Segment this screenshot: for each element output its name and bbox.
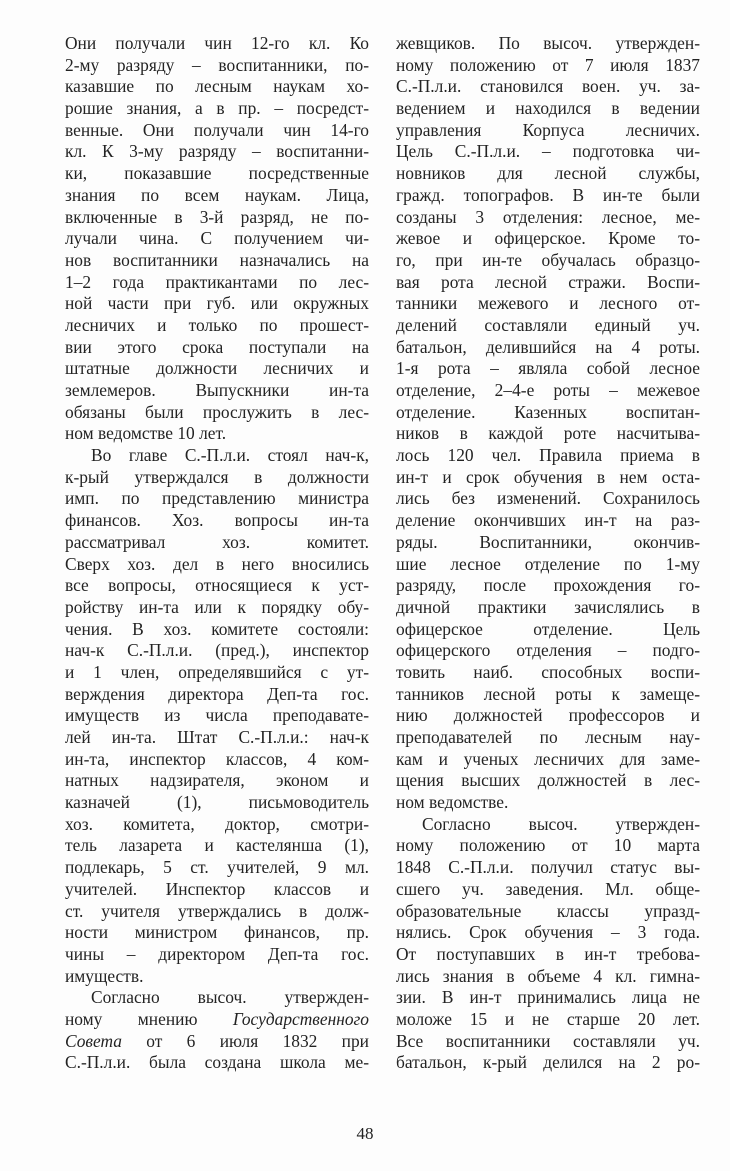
text-line: управления Корпуса лесничих. xyxy=(396,119,700,140)
text-line: рошие знания, а в пр. – посредст- xyxy=(65,98,369,119)
text-line: нов воспитанники назначались на xyxy=(65,249,369,270)
text-line: офицерское отделение. Цель xyxy=(396,618,700,639)
text-line: ки, показавшие посредственные xyxy=(65,163,369,184)
text-line: кл. К 3-му разряду – воспитанни- xyxy=(65,141,369,162)
text-line: Во главе С.-П.л.и. стоял нач-к, xyxy=(91,445,369,466)
text-line: лучали чина. С получением чи- xyxy=(65,228,369,249)
text-line: Согласно высоч. утвержден- xyxy=(422,813,700,834)
text-line: От поступавших в ин-т требова- xyxy=(396,943,700,964)
text-line: моложе 15 и не старше 20 лет. xyxy=(396,1008,700,1029)
text-line: новников для лесной службы, xyxy=(396,163,700,184)
text-line: Они получали чин 12-го кл. Ко xyxy=(65,33,369,53)
text-line: отделение, 2–4-е роты – межевое xyxy=(396,380,700,400)
text-line: ности министром финансов, пр. xyxy=(65,922,369,943)
text-line: имп. по представлению министра xyxy=(65,488,369,509)
text-line: кам и ученых лесничих для заме- xyxy=(396,748,700,769)
text-line: лесничих и только по прошест- xyxy=(65,314,369,335)
text-line: Сверх хоз. дел в него вносились xyxy=(65,553,369,574)
text-line: ной части при губ. или окружных xyxy=(65,293,369,314)
text-segment: ному мнению xyxy=(65,1008,233,1029)
text-line: ряды. Воспитанники, окончив- xyxy=(396,531,700,552)
text-line: гражд. топографов. В ин-те были xyxy=(396,184,700,205)
text-line: жевщиков. По высоч. утвержден- xyxy=(396,33,700,53)
text-line: к-рый утверждался в должности xyxy=(65,466,369,487)
text-line: обязаны были прослужить в лес- xyxy=(65,401,369,422)
text-line: включенные в 3-й разряд, не по- xyxy=(65,206,369,227)
text-line xyxy=(65,1031,369,1053)
text-line: казначей (1), письмоводитель xyxy=(65,792,369,813)
text-line: имуществ из числа преподавате- xyxy=(65,705,369,726)
text-line: венные. Они получали чин 14-го xyxy=(65,119,369,140)
text-line: вии этого срока поступали на xyxy=(65,336,369,357)
text-line: ведением и находился в ведении xyxy=(396,98,700,119)
text-line: танники межевого и лесного от- xyxy=(396,293,700,314)
text-line: С.-П.л.и. становился воен. уч. за- xyxy=(396,76,700,97)
text-line: 1–2 года практикантами по лес- xyxy=(65,271,369,292)
text-line: разряду, после прохождения го- xyxy=(396,575,700,596)
text-line: 1-я рота – являла собой лесное xyxy=(396,358,700,379)
text-line: вая рота лесной стражи. Воспи- xyxy=(396,271,700,292)
text-line: верждения директора Деп-та гос. xyxy=(65,683,369,704)
text-line: лись без изменений. Сохранилось xyxy=(396,488,700,509)
text-column-right xyxy=(396,33,700,1074)
text-line: и 1 член, определявшийся с ут- xyxy=(65,661,369,682)
text-line: чения. В хоз. комитете состояли: xyxy=(65,618,369,639)
text-line: образовательные классы упразд- xyxy=(396,900,700,921)
text-line: землемеров. Выпускники ин-та xyxy=(65,380,369,400)
text-line: лись знания в объеме 4 кл. гимна- xyxy=(396,965,700,986)
text-line: дичной практики зачислялись в xyxy=(396,596,700,617)
text-line: лось 120 чел. Правила приема в xyxy=(396,445,700,466)
italic-text: Совета xyxy=(65,1030,122,1051)
text-line: батальон, делившийся на 4 роты. xyxy=(396,336,700,357)
text-line: ников в каждой роте насчитыва- xyxy=(396,423,700,444)
text-line: отделение. Казенных воспитан- xyxy=(396,401,700,422)
text-line: С.-П.л.и. была создана школа ме- xyxy=(65,1052,369,1073)
text-line: нач-к С.-П.л.и. (пред.), инспектор xyxy=(65,640,369,661)
text-line: все вопросы, относящиеся к уст- xyxy=(65,575,369,596)
text-line: Согласно высоч. утвержден- xyxy=(91,987,369,1008)
text-segment: от 6 июля 1832 при xyxy=(121,1030,369,1051)
text-line: подлекарь, 5 ст. учителей, 9 мл. xyxy=(65,857,369,878)
text-line: лей ин-та. Штат С.-П.л.и.: нач-к xyxy=(65,727,369,747)
page-number: 48 xyxy=(356,1124,374,1143)
text-line: 1848 С.-П.л.и. получил статус вы- xyxy=(396,857,700,878)
text-line: ин-т и срок обучения в нем оста- xyxy=(396,466,700,487)
text-line: щения высших должностей в лес- xyxy=(396,770,700,791)
text-line: офицерского отделения – подго- xyxy=(396,640,700,661)
text-line: имуществ. xyxy=(65,965,144,986)
text-line: ному положению от 10 марта xyxy=(396,835,700,856)
text-line: созданы 3 отделения: лесное, ме- xyxy=(396,206,700,227)
text-line: натных надзирателя, эконом и xyxy=(65,770,369,791)
text-line: ном ведомстве 10 лет. xyxy=(65,423,227,444)
text-line: Цель С.-П.л.и. – подготовка чи- xyxy=(396,141,700,162)
text-line: танников лесной роты к замеще- xyxy=(396,683,700,704)
text-line: чины – директором Деп-та гос. xyxy=(65,943,369,964)
text-line: ном ведомстве. xyxy=(396,792,509,813)
text-line: финансов. Хоз. вопросы ин-та xyxy=(65,510,369,531)
italic-text: Государственного xyxy=(232,1008,369,1029)
text-line: ройству ин-та или к порядку обу- xyxy=(65,596,369,617)
text-line: товить наиб. способных воспи- xyxy=(396,661,700,682)
text-line: преподавателей по лесным нау- xyxy=(396,727,700,747)
text-line: батальон, к-рый делился на 2 ро- xyxy=(396,1052,700,1073)
text-line: 2-му разряду – воспитанники, по- xyxy=(65,54,369,75)
text-line: деление окончивших ин-т на раз- xyxy=(396,510,700,531)
text-line: ин-та, инспектор классов, 4 ком- xyxy=(65,748,369,769)
text-line: Все воспитанники составляли уч. xyxy=(396,1030,700,1051)
text-line: нию должностей профессоров и xyxy=(396,705,700,726)
text-line: го, при ин-те обучалась образцо- xyxy=(396,249,700,270)
text-line: штатные должности лесничих и xyxy=(65,358,369,379)
text-line: учителей. Инспектор классов и xyxy=(65,878,369,899)
text-line: ст. учителя утверждались в долж- xyxy=(65,900,369,921)
text-line: нялись. Срок обучения – 3 года. xyxy=(396,922,700,943)
text-line: ному положению от 7 июля 1837 xyxy=(396,54,700,75)
text-line: делений составляли единый уч. xyxy=(396,314,700,335)
text-line xyxy=(65,1009,369,1031)
text-line: знания по всем наукам. Лица, xyxy=(65,184,369,205)
text-line: жевое и офицерское. Кроме то- xyxy=(396,228,700,249)
text-column-left xyxy=(65,33,369,1074)
text-line: шие лесное отделение по 1-му xyxy=(396,553,700,574)
text-line: хоз. комитета, доктор, смотри- xyxy=(65,813,369,834)
text-line: рассматривал хоз. комитет. xyxy=(65,531,369,552)
text-line: зии. В ин-т принимались лица не xyxy=(396,987,700,1008)
text-line: тель лазарета и кастелянша (1), xyxy=(65,835,369,856)
text-line: казавшие по лесным наукам хо- xyxy=(65,76,369,97)
text-line: сшего уч. заведения. Мл. обще- xyxy=(396,878,700,899)
